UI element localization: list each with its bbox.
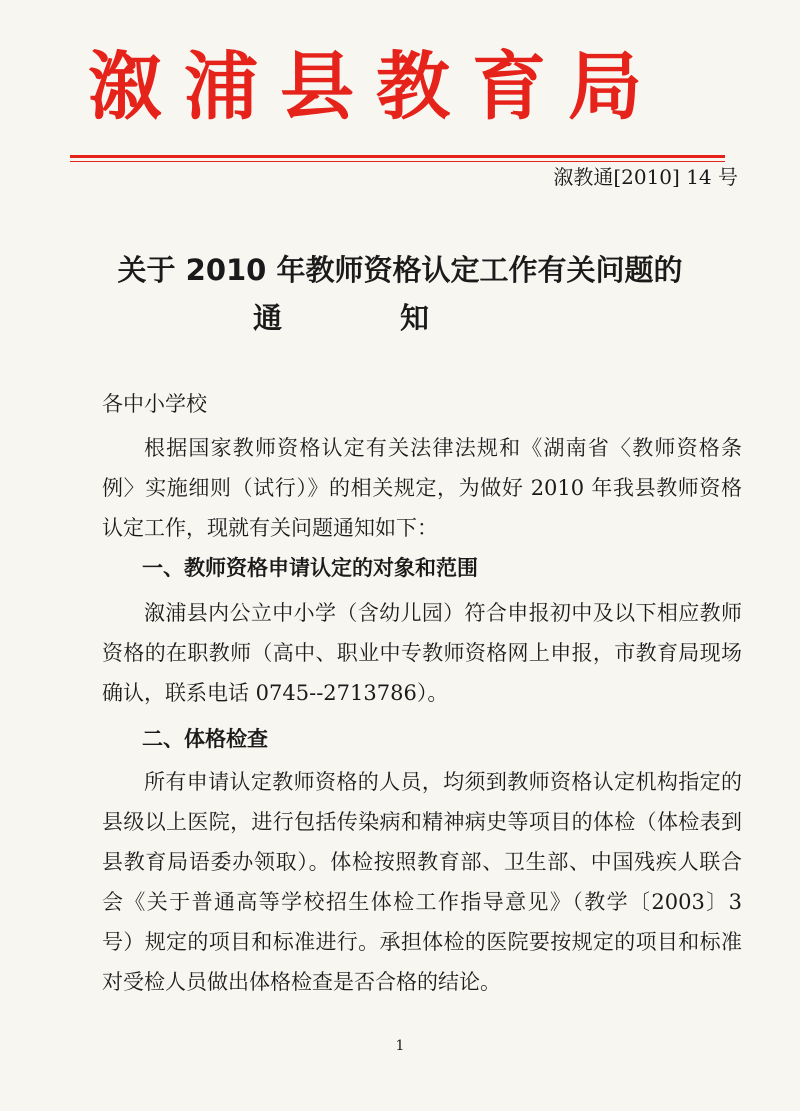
intro-text: 根据国家教师资格认定有关法律法规和《湖南省〈教师资格条例〉实施细则（试行）》的相关规定，为做好 2010 年我县教师资格认定工作，现就有关问题通知如下： [102, 436, 742, 540]
section1-paragraph [102, 593, 742, 713]
page-number: 1 [395, 1038, 405, 1054]
letterhead-red-rule [70, 155, 725, 158]
document-title [0, 246, 800, 342]
section2-text: 所有申请认定教师资格的人员，均须到教师资格认定机构指定的县级以上医院，进行包括传染病和精神病史等项目的体检（体检表到县教育局语委办领取）。体检按照教育部、卫生部、中国残疾人联合会《关于普通高等学校招生体检工作指导意见》（教学〔2003〕3 号）规定的项目和标准进行。承担体检的医院要按规定的项目和标准对受检人员做出体格检查是否合格的结论。 [102, 770, 742, 994]
section2-paragraph [102, 762, 742, 1002]
document-title-line1: 关于 2010 年教师资格认定工作有关问题的 [117, 253, 683, 287]
section1-text: 溆浦县内公立中小学（含幼儿园）符合申报初中及以下相应教师资格的在职教师（高中、职业中专教师资格网上申报，市教育局现场确认，联系电话 0745--2713786）。 [102, 601, 742, 705]
letterhead-red-rule-thin [70, 161, 725, 162]
intro-paragraph [102, 428, 742, 548]
document-number: 溆教通[2010] 14 号 [553, 165, 738, 189]
document-title-line2: 通知 [252, 301, 547, 335]
salutation: 各中小学校 [102, 392, 207, 416]
section2-heading: 二、体格检查 [142, 727, 268, 751]
section1-heading: 一、教师资格申请认定的对象和范围 [142, 556, 478, 580]
issuer-letterhead: 溆浦县教育局 [88, 44, 664, 130]
